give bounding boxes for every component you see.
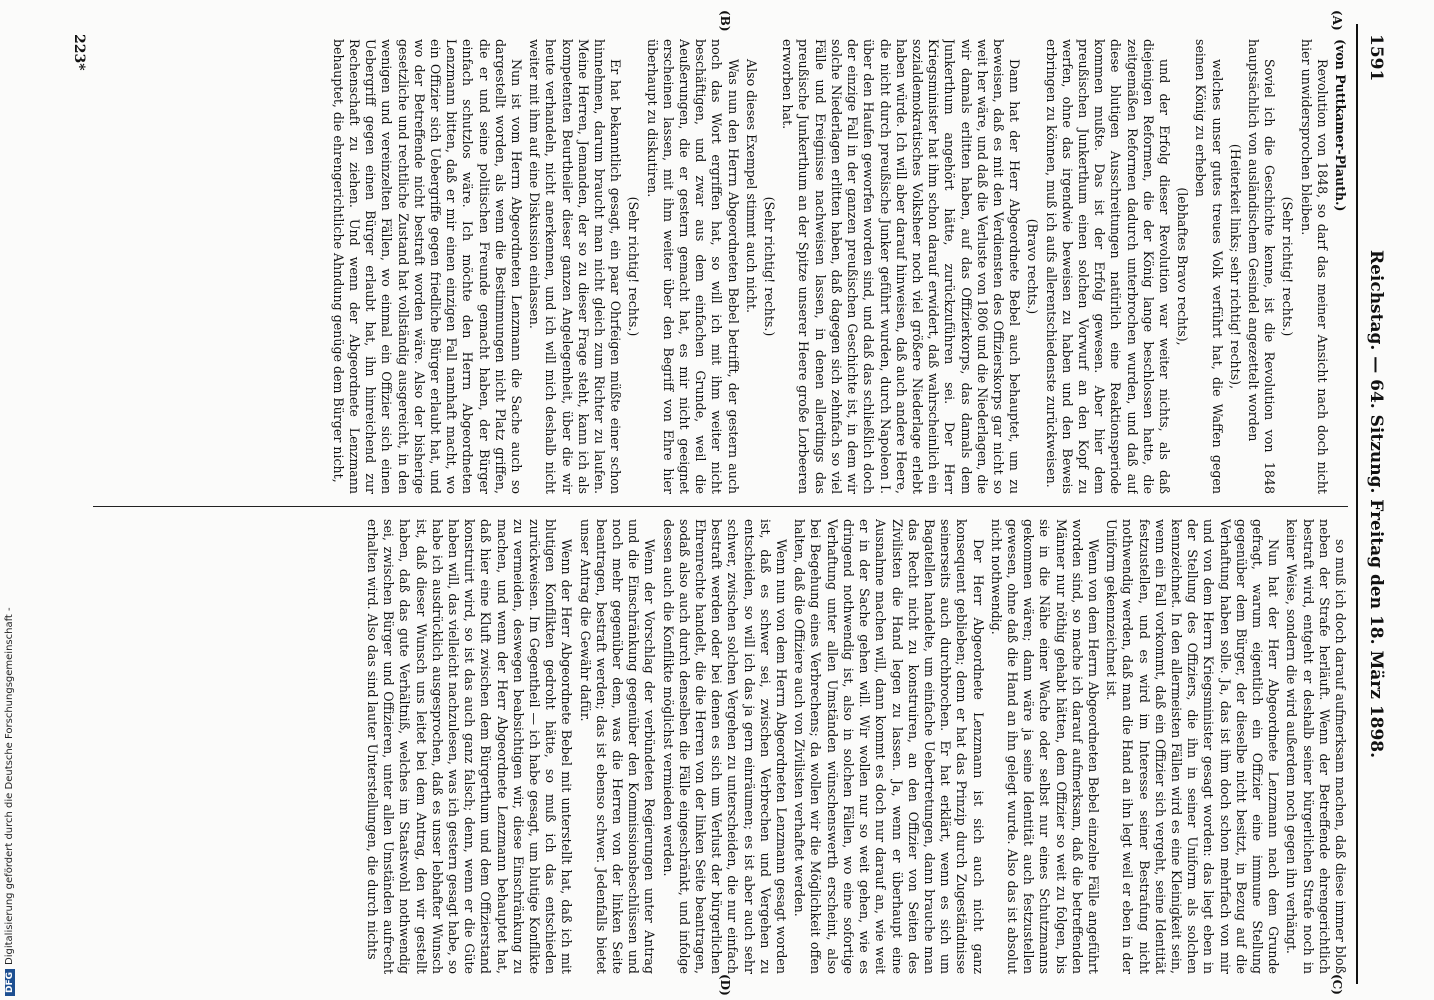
interjection: (Sehr richtig! rechts.) [762,196,778,337]
interjection: (lebhaftes Bravo rechts), [1175,187,1191,346]
credit-text: Digitalisierung gefördert durch die Deutsche Forschungsgemeinschaft - [4,607,15,965]
page-header [1356,24,1392,984]
paragraph: so muß ich doch darauf aufmerksam machen, daß diese immer bloß neben der Strafe herläuft. Wenn der Betreffende ehrengerichtlich bestraft wird, entgeht er deshalb seiner bürgerlichen Strafe noch in keiner Weise, sondern die wird außerdem noch gegen ihn verhängt. [1284,519,1348,974]
paragraph: Soviel ich die Geschichte kenne, ist die Revolution von 1848 hauptsächlich von ausländischem Gesindel angezettelt worden [1245,39,1278,494]
paragraph: und der Erfolg dieser Revolution war weiter nichts, als daß diejenigen Reformen, die der König lange beschlossen hatte, die zeitgemäßen Reformen dadurch unterbrochen wurden, und daß auf diese blutigen Ausschreitungen natürlich eine Reaktionsperiode kommen mußte. Das ist der Erfolg gewesen. Aber hier dem preußischen Junkerthum einen solchen Vorwurf an den Kopf zu werfen, ohne das irgendwie beweisen zu haben und den Beweis erbringen zu können, muß ich aufs allerentschiedenste zurückweisen. [1043,39,1172,494]
paragraph: welches unser gutes treues Volk verführt hat, die Waffen gegen seinen König zu erheben [1193,39,1225,494]
paragraph: Nun hat der Herr Abgeordnete Lenzmann nach dem Grunde gefragt, warum eigentlich ein Offizier eine immune Stellung gegenüber dem Bürger, der dieselbe nicht besitzt, in Bezug auf die Verhaftung haben solle. Ja, das ist ihm doch schon mehrfach von mir und von dem Herrn Kriegsminister gesagt worden: das liegt eben in der Stellung des Offiziers, die ihn in seiner Uniform als solchen kennzeichnet. In den allermeisten Fällen wird es eine Kleinigkeit sein, wenn ein Fall vorkommt, daß ein Offizier sich vergeht, seine Identität festzustellen, und es wird im Interesse seiner Bestrafung nicht nothwendig werden, daß man die Hand an ihn legt weil er eben in der Uniform gekennzeichnet ist. [1104,519,1282,974]
page-number: 1591 [1366,34,1386,82]
digitization-credit [4,376,18,996]
paragraph: Was nun den Herrn Abgeordneten Bebel betrifft, der gestern auch noch das Wort ergriffen hat, so will ich mit ihm weiter nicht beschäftigen, und zwar aus dem einfachen Grunde, weil die Aeußerungen, die er gestern gemacht hat, es mir nicht geeignet erscheinen lassen, mit ihm weiter über den Begriff von Ehre hier überhaupt zu diskutiren. [644,39,741,494]
paragraph: Nun ist vom Herrn Abgeordneten Lenzmann die Sache auch so dargestellt worden, als wenn die Bestimmungen nicht Platz griffen, die er und seine politischen Freunde gemacht haben, der Bürger einfach schutzlos wäre. Ich möchte den Herrn Abgeordneten Lenzmann bitten, daß er mir einen einzigen Fall namhaft macht, wo ein Offizier sich Uebergriffe gegen friedliche Bürger erlaubt hat, und wo der Betreffende nicht bestraft worden wäre. Also der bisherige gesetzliche und rechtliche Zustand hat vollständig ausgereicht, in den wenigen und vereinzelten Fällen, wo einmal ein Offizier sich einen Uebergriff gegen einen Bürger erlaubt hat, ihn hinreichend zur Rechenschaft zu ziehen. Und wenn der Abgeordnete Lenzmann behauptet, die ehrengerichtliche Ahndung genüge dem Bürger nicht, [330,39,525,494]
paragraph: Revolution von 1848, so darf das meiner Ansicht nach doch nicht hier unwidersprochen bleiben. [1298,39,1330,494]
paragraph: Wenn nun von dem Herrn Abgeordneten Lenzmann gesagt worden ist, daß es schwer sei, zwischen Verbrechen und Vergehen zu entscheiden, so will ich das ja gern einräumen; es ist aber auch sehr schwer, zwischen solchen Vergehen zu unterscheiden, die nur einfach bestraft werden oder bei denen es sich um Verlust der bürgerlichen Ehrenrechte handelt, die die Herren von der linken Seite beantragen, sodaß also auch durch denselben die Fälle eingeschränkt, und infolge dessen auch die Konflikte möglichst vermieden werden. [660,519,790,974]
paragraph: Wenn von dem Herrn Abgeordneten Bebel einzelne Fälle angeführt worden sind, so mache ich darauf aufmerksam, daß die betreffenden Männer nur nöthig gehabt hätten, dem Offizier so weit zu folgen, bis sie in die Nähe einer Wache oder selbst nur eines Schutzmanns gekommen wären; dann wäre ja seine Identität auch festzustellen gewesen, ohne daß die Hand an ihn gelegt wurde. Also das ist absolut nicht nothwendig. [988,519,1101,974]
left-text-column [93,39,1348,494]
paragraph: Also dieses Exempel stimmt auch nicht. [743,59,759,313]
rotated-page-content [62,10,1392,996]
signature-number: 223* [71,34,87,71]
interjection: (Bravo rechts.) [1025,218,1041,315]
interjection: (Sehr richtig! rechts.) [1280,196,1296,337]
interjection: (Sehr richtig! rechts.) [626,196,642,337]
dfg-logo-icon: DFG [5,969,15,996]
margin-letter-a: (A) [1330,10,1344,31]
margin-letter-d: (D) [718,974,732,996]
speaker-label: (von Puttkamer-Plauth.) [1333,39,1348,212]
right-text-column [93,519,1348,974]
column-divider [93,506,1348,507]
paragraph: Dann hat der Herr Abgeordnete Bebel auch behauptet, um zu beweisen, daß es mit den Verdiensten des Offizierskorps gar nicht so weit her wäre, und daß die Verluste von 1806 und die Niederlagen, die wir damals erlitten haben, auf das Offizierkorps, das damals dem Junkerthum angehört hätte, zurückzuführen sei. Der Herr Kriegsminister hat ihm schon darauf erwidert, daß wahrscheinlich ein sozialdemokratisches Volksheer noch viel größere Niederlage erlebt haben würde. Ich will aber darauf hinweisen, daß auch andere Heere, die nicht durch preußische Junker geführt wurden, durch Napoleon I. über den Haufen geworfen worden sind, und daß das schließlich doch der einzige Fall in der ganzen preußischen Geschichte ist, in dem wir solche Niederlagen erlitten haben, daß dagegen sich zehnfach so viel Fälle und Ereignisse nachweisen lassen, in denen allerdings das preußische Junkerthum an der Spitze unserer Heere große Lorbeeren erworben hat. [780,39,1023,494]
paragraph: Wenn der Herr Abgeordnete Bebel mit unterstellt hat, daß ich mit blutigen Konflikten gedroht hätte, so muß ich das entschieden zurückweisen. Im Gegentheil — ich habe gesagt, um blutige Konflikte zu vermeiden, deswegen beabsichtigen wir, diese Einschränkung zu machen, und wenn der Herr Abgeordnete Lenzmann behauptet hat, daß hier eine Kluft zwischen dem Bürgerthum und dem Offizierstand konstruirt wird, so ist das auch ganz falsch; denn, wenn er die Güte haben will, das vielleicht nachzulesen, was ich gestern gesagt habe, so habe ich ausdrücklich ausgesprochen, daß es unser lebhafter Wunsch ist, daß dieser Wunsch uns leitet bei dem Antrag, den wir gestellt haben, daß das gute Verhältniß, welches im Staatswohl nothwendig sei, zwischen Bürger und Offizieren, unter allen Umständen aufrecht erhalten wird. Also das sind lauter Unterstellungen, die durch nichts [365,519,575,974]
interjection: (Heiterkeit links; sehr richtig! rechts), [1227,143,1243,390]
paragraph: Der Herr Abgeordnete Lenzmann ist sich auch nicht ganz konsequent geblieben; denn er hat das Prinzip durch Zugeständnisse seinerseits auch durchbrochen. Er hat erklärt, wenn es sich um Bagatellen handelte, um einfache Uebertretungen, dann brauche man das Recht nicht zu konstruiren, an den Offizier von Seiten des Zivilisten die Hand legen zu lassen. Ja, wenn er überhaupt eine Ausnahme machen will, dann kommt es doch nur darauf an, wie weit er in der Sache gehen will. Wir wollen nur so weit gehen, wie es dringend nothwendig ist, also in solchen Fällen, wo eine sofortige Verhaftung unter allen Umständen wünschenswerth erscheint, also bei Begehung eines Verbrechens; da wollen wir die Möglichkeit offen halten, daß die Offiziere auch von Zivilisten verhaftet werden. [792,519,986,974]
margin-letter-b: (B) [718,10,732,32]
margin-letter-c: (C) [1330,974,1344,995]
page-title: Reichstag. — 64. Sitzung. Freitag den 18. März 1898. [1366,249,1386,759]
paragraph: Wenn der Vorschlag der verbündeten Regierungen unter Antrag und die Einschränkung gegenüber den Kommissionsbeschlüssen und noch mehr gegenüber dem, was die Herren von der linken Seite beantragen, bestraft werden; das ist ebenso schwer. Jedenfalls bietet unser Antrag die Gewähr dafür. [577,519,658,974]
paragraph: Er hat bekanntlich gesagt, ein paar Ohrfeigen müßte einer schon hinnehmen, darum braucht man nicht gleich zum Richter zu laufen. Meine Herren, Jemanden, der so zu dieser Frage steht, kann ich als kompetenten Beurtheiler dieser ganzen Angelegenheit, über die wir heute verhandeln, nicht anerkennen, und ich will mich deshalb nicht weiter mit ihm auf eine Diskussion einlassen. [527,39,624,494]
